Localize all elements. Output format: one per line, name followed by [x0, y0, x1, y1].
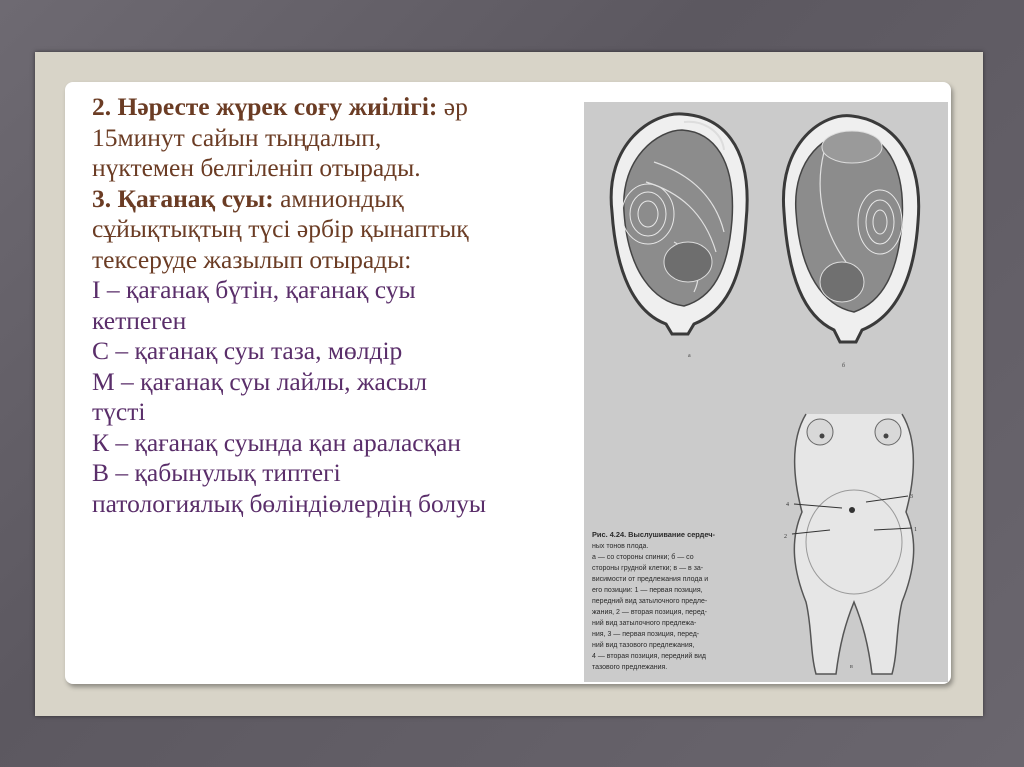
text-span: түсті [92, 397, 146, 426]
label-num-1: 1 [914, 527, 917, 533]
text-line [92, 458, 572, 489]
text-span: В – қабынулық типтегі [92, 458, 341, 487]
caption-line: его позиции: 1 — первая позиция, [592, 587, 703, 594]
caption-line: тазового предлежания. [592, 664, 668, 671]
text-line [92, 306, 572, 337]
caption-line: стороны грудной клетки; в — в за- [592, 565, 704, 572]
caption-line: жания, 2 — вторая позиция, перед- [592, 609, 707, 616]
text-span: 15минут сайын тыңдалып, [92, 122, 382, 152]
text-line [92, 245, 572, 276]
text-span: сұйықтықтың түсі әрбір қынаптық [92, 214, 469, 243]
text-line [92, 153, 572, 184]
label-num-3: 3 [910, 494, 913, 500]
figure-illustration [584, 102, 948, 682]
text-span: І – қағанақ бүтін, қағанақ суы [92, 275, 416, 304]
text-line [92, 214, 572, 245]
text-line [92, 428, 572, 459]
text-line [92, 367, 572, 398]
text-span: К – қағанақ суында қан араласқан [92, 427, 461, 457]
text-span: тексеруде жазылып отырады: [92, 244, 412, 274]
caption-line: ний вид тазового предлежания, [592, 642, 695, 649]
heart-rate-heading: 2. Нәресте жүрек соғу жиілігі: [92, 92, 438, 121]
caption-line: 4 — вторая позиция, передний вид [592, 653, 706, 660]
text-line [92, 489, 572, 520]
label-c: в [850, 664, 853, 670]
text-span: С – қағанақ суы таза, мөлдір [92, 336, 403, 365]
caption-line: ния, 3 — первая позиция, перед- [592, 631, 700, 638]
caption-line: ний вид затылочного предлежа- [592, 620, 697, 627]
text-line [92, 397, 572, 428]
text-span: амниондық [273, 183, 404, 213]
text-line [92, 275, 572, 306]
text-span: нүктемен белгіленіп отырады. [92, 153, 421, 182]
text-line [92, 184, 572, 215]
text-span: кетпеген [92, 305, 187, 335]
caption-line: Рис. 4.24. Выслушивание сердеч- [592, 530, 715, 539]
text-line [92, 336, 572, 367]
text-span: патологиялық бөліндіөлердің болуы [92, 488, 486, 518]
text-span: М – қағанақ суы лайлы, жасыл [92, 366, 428, 396]
label-a: а [688, 353, 691, 359]
text-span: әр [437, 92, 468, 121]
label-num-2: 2 [784, 534, 787, 540]
label-b: б [842, 363, 846, 369]
caption-line: передний вид затылочного предле- [592, 598, 708, 605]
text-line [92, 123, 572, 154]
caption-line: а — со стороны спинки; б — со [592, 554, 694, 561]
text-line [92, 92, 572, 123]
caption-line: висимости от предлежания плода и [592, 576, 709, 583]
fetal-heart-auscultation-figure [584, 102, 948, 682]
caption-line: ных тонов плода. [592, 543, 649, 550]
amniotic-fluid-heading: 3. Қағанақ суы: [92, 183, 274, 213]
slide-text-block [92, 92, 572, 519]
label-num-4: 4 [786, 502, 789, 508]
